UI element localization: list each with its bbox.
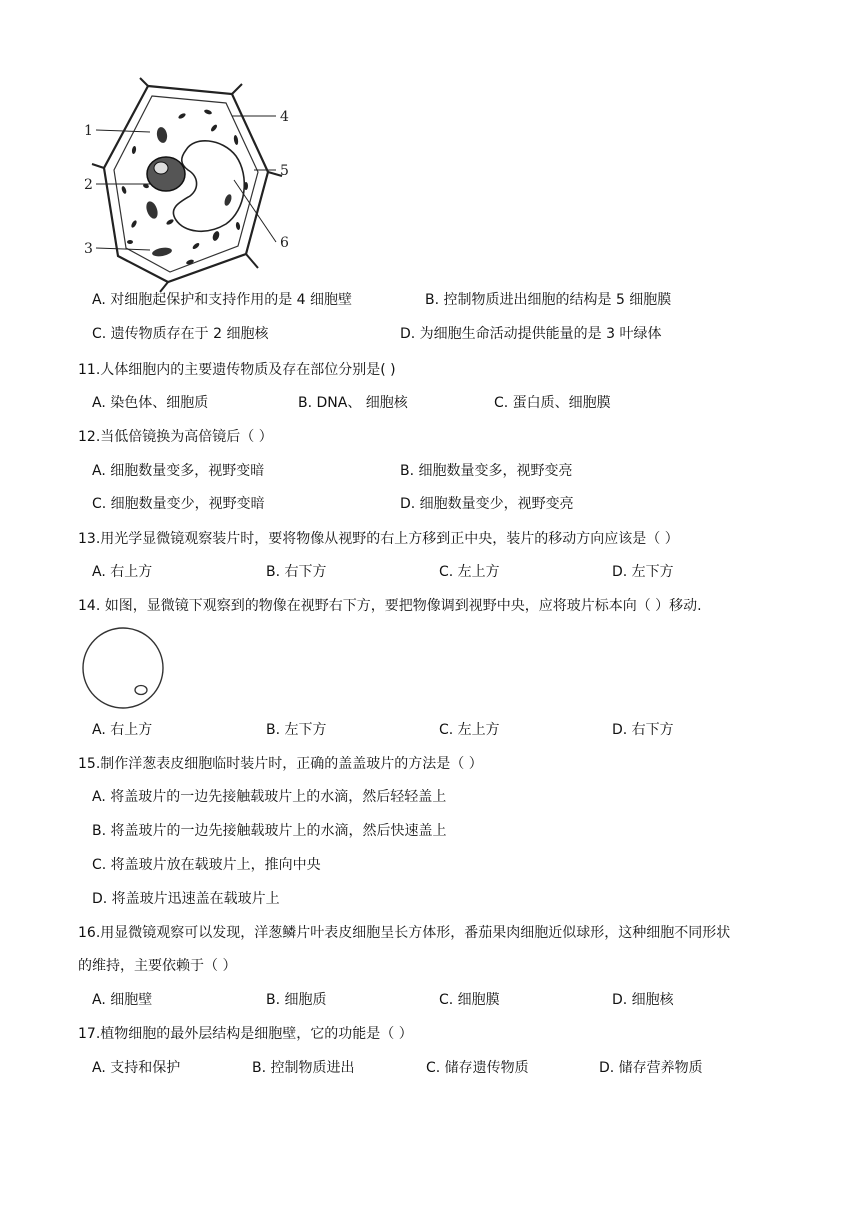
q15-option-d[interactable]: D. 将盖玻片迅速盖在载玻片上 [92, 891, 280, 907]
q12-option-c[interactable]: C. 细胞数量变少，视野变暗 [92, 496, 265, 512]
q10-option-d[interactable]: D. 为细胞生命活动提供能量的是 3 叶绿体 [400, 326, 662, 342]
neighbor-wall [246, 254, 258, 268]
q17-option-c[interactable]: C. 储存遗传物质 [426, 1060, 529, 1076]
q17-stem: 17.植物细胞的最外层结构是细胞壁，它的功能是（ ） [78, 1026, 413, 1042]
vacuole [173, 141, 244, 231]
q12-stem: 12.当低倍镜换为高倍镜后（ ） [78, 429, 273, 445]
q16-option-a[interactable]: A. 细胞壁 [92, 992, 153, 1008]
q11-option-a[interactable]: A. 染色体、细胞质 [92, 395, 209, 411]
q13-option-d[interactable]: D. 左下方 [612, 564, 674, 580]
nucleus [147, 157, 185, 191]
q17-option-d[interactable]: D. 储存营养物质 [599, 1060, 703, 1076]
q14-option-c[interactable]: C. 左上方 [439, 722, 500, 738]
q11-option-c[interactable]: C. 蛋白质、细胞膜 [494, 395, 611, 411]
q11-option-b[interactable]: B. DNA、 细胞核 [298, 395, 408, 411]
q13-option-c[interactable]: C. 左上方 [439, 564, 500, 580]
q16-option-d[interactable]: D. 细胞核 [612, 992, 674, 1008]
q13-stem: 13.用光学显微镜观察装片时，要将物像从视野的右上方移到正中央，装片的移动方向应该是（ ） [78, 531, 679, 547]
microscope-field-diagram [80, 626, 170, 716]
q17-option-b[interactable]: B. 控制物质进出 [252, 1060, 355, 1076]
q15-option-b[interactable]: B. 将盖玻片的一边先接触载玻片上的水滴，然后快速盖上 [92, 823, 447, 839]
q14-option-d[interactable]: D. 右下方 [612, 722, 674, 738]
cell-label-3: 3 [84, 241, 93, 257]
q13-option-a[interactable]: A. 右上方 [92, 564, 153, 580]
q10-option-a[interactable]: A. 对细胞起保护和支持作用的是 4 细胞壁 [92, 292, 353, 308]
specimen-object [135, 686, 147, 695]
q14-option-a[interactable]: A. 右上方 [92, 722, 153, 738]
cell-label-1: 1 [84, 123, 93, 139]
q14-option-b[interactable]: B. 左下方 [266, 722, 327, 738]
q15-option-c[interactable]: C. 将盖玻片放在载玻片上，推向中央 [92, 857, 321, 873]
cell-label-4: 4 [280, 109, 289, 125]
q10-option-b[interactable]: B. 控制物质进出细胞的结构是 5 细胞膜 [425, 292, 672, 308]
q16-option-b[interactable]: B. 细胞质 [266, 992, 327, 1008]
q12-option-b[interactable]: B. 细胞数量变多，视野变亮 [400, 463, 573, 479]
plant-cell-diagram [0, 0, 860, 300]
q16-option-c[interactable]: C. 细胞膜 [439, 992, 500, 1008]
q16-stem-line1: 16.用显微镜观察可以发现，洋葱鳞片叶表皮细胞呈长方体形，番茄果肉细胞近似球形，这种细胞不同形状 [78, 925, 731, 941]
q15-option-a[interactable]: A. 将盖玻片的一边先接触载玻片上的水滴，然后轻轻盖上 [92, 789, 447, 805]
q10-option-c[interactable]: C. 遗传物质存在于 2 细胞核 [92, 326, 269, 342]
q17-option-a[interactable]: A. 支持和保护 [92, 1060, 181, 1076]
q14-stem: 14. 如图，显微镜下观察到的物像在视野右下方，要把物像调到视野中央，应将玻片标本向（ ）移动. [78, 598, 702, 614]
neighbor-wall [140, 78, 148, 86]
q15-stem: 15.制作洋葱表皮细胞临时装片时，正确的盖盖玻片的方法是（ ） [78, 756, 483, 772]
q16-stem-line2: 的维持，主要依赖于（ ） [78, 958, 237, 974]
q13-option-b[interactable]: B. 右下方 [266, 564, 327, 580]
field-of-view-circle [83, 628, 163, 708]
q12-option-a[interactable]: A. 细胞数量变多，视野变暗 [92, 463, 265, 479]
q11-stem: 11.人体细胞内的主要遗传物质及存在部位分别是( ) [78, 362, 396, 378]
cell-label-6: 6 [280, 235, 289, 251]
neighbor-wall [232, 84, 242, 94]
neighbor-wall [92, 164, 104, 168]
cell-label-5: 5 [280, 163, 289, 179]
nucleolus [154, 162, 168, 174]
q12-option-d[interactable]: D. 细胞数量变少，视野变亮 [400, 496, 574, 512]
cell-label-2: 2 [84, 177, 93, 193]
